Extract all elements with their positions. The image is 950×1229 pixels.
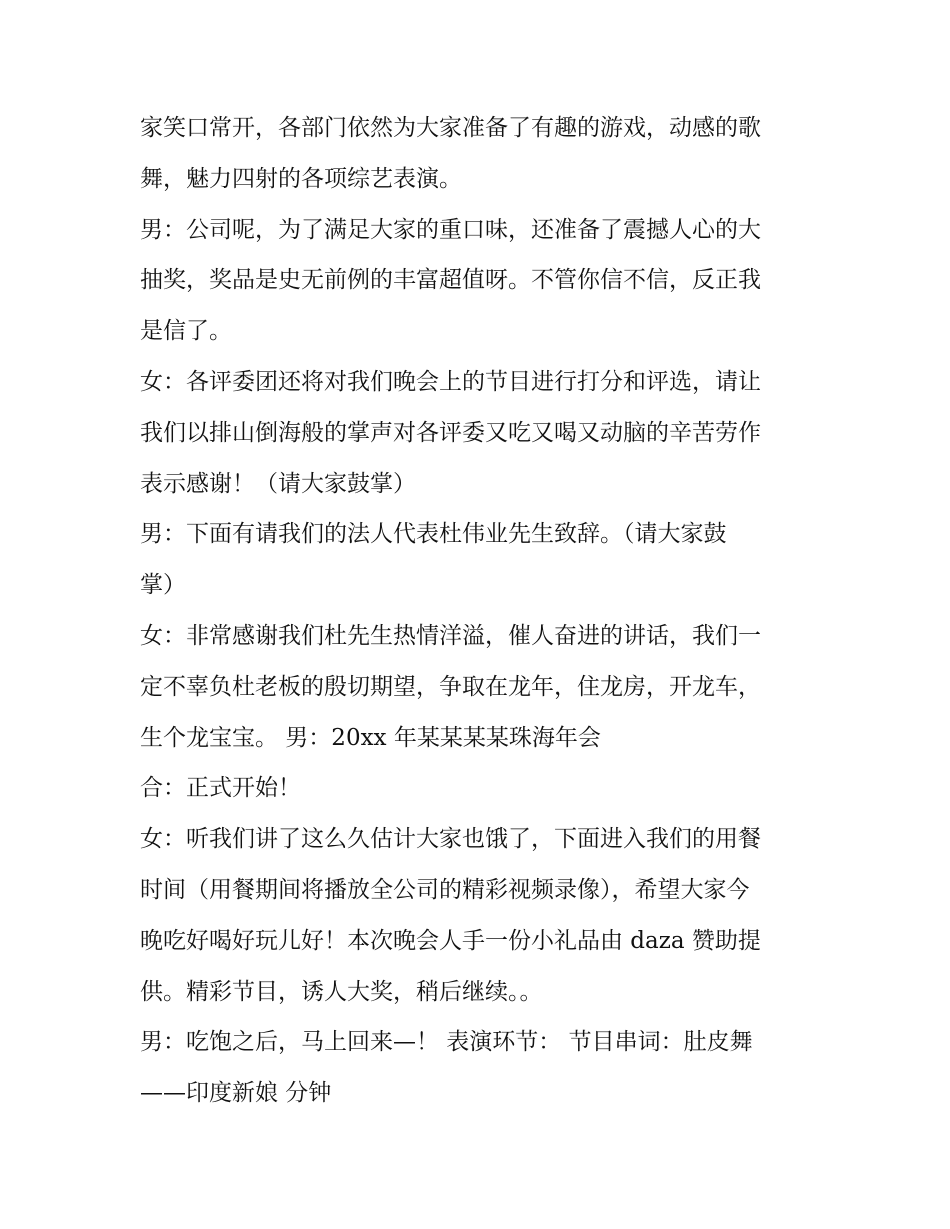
text-line: 家笑口常开，各部门依然为大家准备了有趣的游戏，动感的歌 xyxy=(140,115,761,141)
text-line: 舞，魅力四射的各项综艺表演。 xyxy=(140,165,462,192)
text-line: 合：正式开始！ xyxy=(140,775,301,802)
text-line: 供。精彩节目，诱人大奖，稍后继续。。 xyxy=(140,978,543,1005)
text-line: 女：听我们讲了这么久估计大家也饿了，下面进入我们的用餐 xyxy=(140,826,761,853)
document-body xyxy=(140,103,820,1119)
text-line: 晚吃好喝好玩儿好！本次晚会人手一份小礼品由 daza 赞助提 xyxy=(140,927,761,954)
text-line: ——印度新娘 分钟 xyxy=(140,1080,332,1107)
text-line: 生个龙宝宝。 男：20xx 年某某某某珠海年会 xyxy=(140,724,601,751)
text-line: 女：各评委团还将对我们晚会上的节目进行打分和评选，请让 xyxy=(140,368,761,395)
text-line: 抽奖，奖品是史无前例的丰富超值呀。不管你信不信，反正我 xyxy=(140,267,761,294)
text-line: 定不辜负杜老板的殷切期望，争取在龙年，住龙房，开龙车， xyxy=(140,673,761,700)
text-line: 男：吃饱之后，马上回来—！ 表演环节： 节目串词：肚皮舞 xyxy=(140,1029,753,1056)
text-line: 我们以排山倒海般的掌声对各评委又吃又喝又动脑的辛苦劳作 xyxy=(140,419,761,446)
text-line: 男：下面有请我们的法人代表杜伟业先生致辞。（请大家鼓 xyxy=(140,521,727,548)
text-line: 男：公司呢，为了满足大家的重口味，还准备了震撼人心的大 xyxy=(140,216,761,243)
text-line: 女：非常感谢我们杜先生热情洋溢，催人奋进的讲话，我们一 xyxy=(140,622,761,649)
text-line: 掌） xyxy=(140,572,186,599)
text-line: 时间（用餐期间将播放全公司的精彩视频录像），希望大家今 xyxy=(140,876,750,903)
text-line: 表示感谢！（请大家鼓掌） xyxy=(140,470,416,497)
text-line: 是信了。 xyxy=(140,318,232,345)
